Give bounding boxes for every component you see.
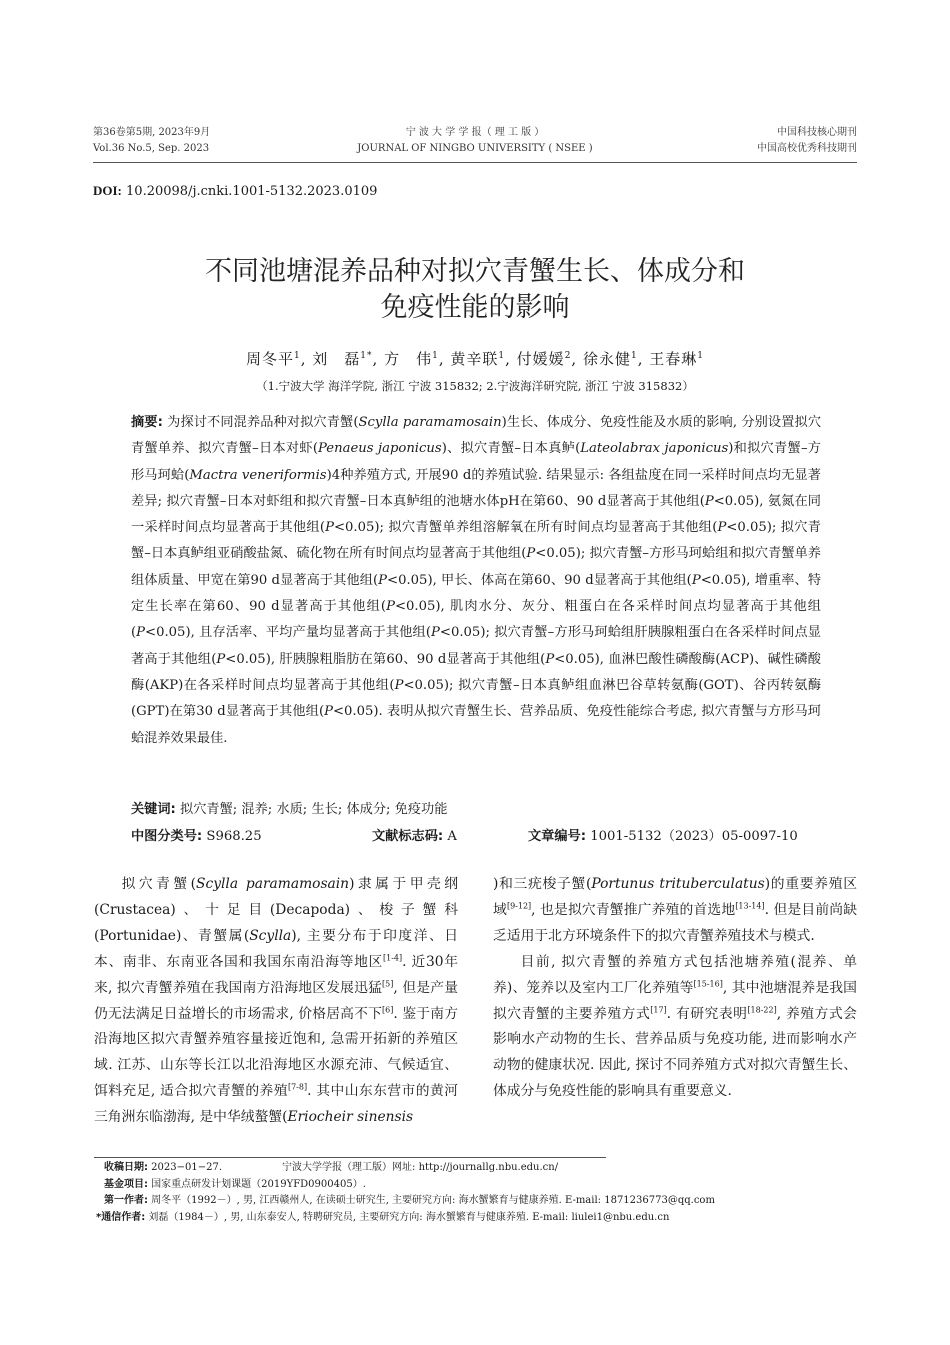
- abstract-text: )4种养殖方式, 开展90 d的养殖试验. 结果显示: 各组盐度在同一采样时间点均无显著差异; 拟穴青蟹–日本对虾组和拟穴青蟹–日本真鲈组的池塘水体pH在第60、90 d显著高于其他组(: [131, 467, 821, 509]
- citation[interactable]: [7-8]: [287, 1082, 308, 1092]
- first-author-value: 周冬平（1992－）, 男, 江西赣州人, 在读硕士研究生, 主要研究方向: 海水蟹繁育与健康养殖. E-mail: 1871236773@qq.com: [148, 1195, 715, 1206]
- abstract-text: <0.05), 增重率、特定生长率在第60、90 d显著高于其他组(: [131, 572, 822, 615]
- author-sup: 1: [294, 351, 301, 361]
- abstract-text: <0.05); 拟穴青蟹–日本真鲈组亚硝酸盐氮、硫化物在所有时间点均显著高于其他组(: [131, 520, 821, 562]
- species-name: Scylla paramamosain: [358, 415, 502, 430]
- abstract-text: <0.05); 拟穴青蟹–方形马珂蛤组和拟穴青蟹单养组体质量、甲宽在第90 d显著高于其他组(: [131, 546, 821, 588]
- index-tag-2: 中国高校优秀科技期刊: [757, 143, 857, 154]
- species-name: Lateolabrax japonicus: [580, 441, 729, 457]
- keywords-label: 关键词:: [131, 802, 176, 817]
- abstract-text: <0.05), 血淋巴酸性磷酸酶(ACP)、碱性磷酸酶(AKP)在各采样时间点均显著高于其他组(: [131, 651, 821, 693]
- author-name: 王春琳: [649, 350, 698, 368]
- p-value-symbol: P: [378, 572, 388, 588]
- first-author-label: 第一作者:: [104, 1195, 148, 1206]
- footnotes: [96, 1160, 715, 1226]
- doi-line: [93, 183, 377, 199]
- p-value-symbol: P: [431, 625, 440, 641]
- volume-cn: 第36卷第5期, 2023年9月: [93, 127, 211, 138]
- received-value: 2023−01−27.: [148, 1162, 223, 1173]
- fund-label: 基金项目:: [104, 1178, 148, 1190]
- doi-label: DOI:: [93, 183, 122, 198]
- keywords-value: 拟穴青蟹; 混养; 水质; 生长; 体成分; 免疫功能: [175, 802, 448, 817]
- doc-value: A: [443, 829, 457, 844]
- citation[interactable]: [13-14]: [735, 901, 765, 911]
- body-column-right: [493, 872, 857, 1105]
- abstract-text: <0.05), 氨氮在同一采样时间点均显著高于其他组(: [131, 493, 821, 536]
- p-value-symbol: P: [324, 704, 333, 720]
- corresponding-value: 刘磊（1984－）, 男, 山东泰安人, 特聘研究员, 主要研究方向: 海水蟹繁育与健康养殖. E-mail: liulei1@nbu.edu.cn: [145, 1211, 670, 1223]
- paper-title: [0, 254, 950, 326]
- p-value-symbol: P: [691, 572, 701, 588]
- body-text: 拟穴青蟹(: [121, 876, 197, 892]
- body-column-left: [94, 872, 458, 1131]
- citation[interactable]: [18-22]: [747, 1004, 777, 1014]
- species-name: Scylla paramamosain: [196, 876, 350, 892]
- journal-url[interactable]: 宁波大学学报（理工版）网址: http://journallg.nbu.edu.cn/: [282, 1162, 559, 1173]
- citation[interactable]: [17]: [650, 1004, 667, 1014]
- author-sup: 1*: [360, 351, 373, 361]
- article-number: [528, 826, 798, 848]
- clc-value: S968.25: [202, 829, 262, 844]
- author-sup: 1: [630, 351, 638, 361]
- corresponding-author-note: [96, 1210, 715, 1227]
- affiliations: （1.宁波大学 海洋学院, 浙江 宁波 315832; 2.宁波海洋研究院, 浙江 宁波 315832）: [256, 379, 694, 393]
- p-value-symbol: P: [545, 651, 555, 667]
- title-line-1: 不同池塘混养品种对拟穴青蟹生长、体成分和: [205, 256, 745, 287]
- footnote-rule: [94, 1157, 606, 1158]
- author-name: 周冬平: [245, 350, 294, 368]
- abstract-text: <0.05), 且存活率、平均产量均显著高于其他组(: [145, 625, 432, 641]
- p-value-symbol: P: [386, 599, 395, 615]
- p-value-symbol: P: [526, 546, 536, 562]
- body-text: , 也是拟穴青蟹推广养殖的首选地: [531, 901, 736, 918]
- author-name: 黄辛联: [450, 350, 499, 368]
- body-text: 目前, 拟穴青蟹的养殖方式包括池塘养殖(混养、单养)、笼养以及室内工厂化养殖等: [493, 953, 857, 996]
- author-sup: 1: [432, 351, 439, 361]
- author-name: 方 伟: [384, 350, 433, 368]
- p-value-symbol: P: [717, 520, 727, 536]
- species-name: Eriocheir sinensis: [287, 1109, 414, 1126]
- p-value-symbol: P: [704, 493, 714, 509]
- first-author-note: [104, 1193, 715, 1210]
- body-text: , 养殖方式会影响水产动物的生长、营养品质与免疫功能, 进而影响水产动物的健康状况. 因此, 探讨不同养殖方式对拟穴青蟹生长、体成分与免疫性能的影响具有重要意义.: [493, 1005, 857, 1100]
- abstract-text: <0.05). 表明从拟穴青蟹生长、营养品质、免疫性能综合考虑, 拟穴青蟹与方形马珂蛤混养效果最佳.: [131, 704, 821, 746]
- author-sup: 1: [498, 351, 506, 361]
- body-text: , 其中池塘混养是我国拟穴青蟹的主要养殖方式: [493, 979, 857, 1022]
- running-header-right: [757, 125, 857, 157]
- doi-value[interactable]: 10.20098/j.cnki.1001-5132.2023.0109: [126, 184, 378, 199]
- author-name: 徐永健: [582, 350, 631, 368]
- body-text: . 鉴于南方沿海地区拟穴青蟹养殖容量接近饱和, 急需开拓新的养殖区域. 江苏、山东等长江以北沿海地区水源充沛、气候适宜、饵料充足, 适合拟穴青蟹的养殖: [94, 1005, 458, 1100]
- clc-code: [131, 826, 262, 848]
- p-value-symbol: P: [216, 651, 226, 667]
- body-text: . 近30年来, 拟穴青蟹养殖在我国南方沿海地区发展迅猛: [94, 953, 459, 996]
- body-text: . 但是目前尚缺乏适用于北方环境条件下的拟穴青蟹养殖技术与模式.: [493, 901, 857, 944]
- abstract-label: 摘要:: [131, 415, 163, 430]
- citation[interactable]: [15-16]: [693, 979, 723, 989]
- author-list: 周冬平$^1$, 刘 磊$^{1*}$, 方 伟$^1$, 黄辛联$^1$, 付媛媛$^2$, 徐永健$^1$, 王春琳$^1$: [245, 350, 705, 368]
- p-value-symbol: P: [394, 677, 404, 693]
- article-label: 文章编号:: [528, 829, 587, 844]
- journal-name-en: JOURNAL OF NINGBO UNIVERSITY ( NSEE ): [357, 143, 593, 154]
- abstract-text: <0.05), 肌肉水分、灰分、粗蛋白在各采样时间点均显著高于其他组(: [131, 599, 821, 641]
- author-name: 刘 磊: [312, 350, 361, 368]
- citation[interactable]: [5]: [382, 979, 394, 989]
- p-value-symbol: P: [325, 520, 334, 536]
- index-tag-1: 中国科技核心期刊: [777, 127, 857, 138]
- body-paragraph: [94, 872, 458, 1131]
- corresponding-label: *通信作者:: [96, 1211, 146, 1223]
- header-rule: [93, 162, 857, 163]
- species-name: Penaeus japonicus: [318, 441, 442, 457]
- citation[interactable]: [1-4]: [383, 953, 403, 963]
- citation[interactable]: [6]: [382, 1004, 394, 1014]
- doc-label: 文献标志码:: [372, 829, 444, 844]
- species-name: Mactra veneriformis: [189, 467, 327, 483]
- body-paragraph: [493, 872, 857, 950]
- doc-code: [372, 826, 457, 848]
- received-note: [104, 1160, 715, 1177]
- body-text: )和三疣梭子蟹(: [493, 876, 592, 892]
- body-paragraph: [493, 950, 857, 1105]
- received-label: 收稿日期:: [104, 1162, 148, 1173]
- fund-note: [104, 1177, 715, 1194]
- body-text: )隶属于甲壳纲(Crustacea)、十足目(Decapoda)、梭子蟹科(Portunidae)、青蟹属(: [94, 876, 459, 944]
- body-text: ), 主要分布于印度洋、日本、南非、东南亚各国和我国东南沿海等地区: [94, 927, 459, 970]
- body-text: , 但是产量仍无法满足日益增长的市场需求, 价格居高不下: [94, 979, 458, 1022]
- abstract: [131, 410, 821, 752]
- author-sup: 2: [564, 351, 572, 361]
- species-name: Portunus trituberculatus: [591, 876, 765, 892]
- body-text: )的重要养殖区域: [493, 876, 857, 918]
- species-name: Scylla: [249, 927, 292, 944]
- body-text: . 有研究表明: [666, 1005, 748, 1022]
- abstract-text: <0.05); 拟穴青蟹–日本真鲈组血淋巴谷草转氨酶(GOT)、谷丙转氨酶(GPT)在第30 d显著高于其他组(: [131, 677, 822, 720]
- article-value: 1001-5132（2023）05-0097-10: [586, 829, 798, 844]
- citation[interactable]: [9-12]: [506, 901, 532, 911]
- title-line-2: 免疫性能的影响: [380, 292, 570, 323]
- abstract-text: <0.05), 肝胰腺粗脂肪在第60、90 d显著高于其他组(: [225, 651, 546, 667]
- abstract-text: )和拟穴青蟹–方形马珂蛤(: [131, 441, 821, 483]
- fund-value: 国家重点研发计划课题（2019YFD0900405）.: [148, 1178, 366, 1190]
- abstract-text: 为探讨不同混养品种对拟穴青蟹(: [162, 415, 359, 430]
- author-name: 付媛媛: [516, 350, 565, 368]
- author-sup: 1: [697, 351, 705, 361]
- p-value-symbol: P: [136, 625, 146, 641]
- abstract-text: <0.05); 拟穴青蟹–方形马珂蛤组肝胰腺粗蛋白在各采样时间点显著高于其他组(: [131, 625, 821, 667]
- keywords: [131, 799, 821, 821]
- clc-label: 中图分类号:: [131, 829, 203, 844]
- volume-en: Vol.36 No.5, Sep. 2023: [93, 143, 210, 154]
- journal-name-cn: 宁 波 大 学 学 报（ 理 工 版 ）: [405, 127, 545, 138]
- abstract-text: <0.05), 甲长、体高在第60、90 d显著高于其他组(: [387, 572, 692, 588]
- abstract-text: )生长、体成分、免疫性能及水质的影响, 分别设置拟穴青蟹单养、拟穴青蟹–日本对虾(: [131, 415, 822, 457]
- abstract-text: )、拟穴青蟹–日本真鲈(: [441, 441, 581, 457]
- body-text: . 其中山东东营市的黄河三角洲东临渤海, 是中华绒螯蟹(: [94, 1083, 458, 1126]
- abstract-text: <0.05); 拟穴青蟹单养组溶解氧在所有时间点均显著高于其他组(: [333, 520, 718, 536]
